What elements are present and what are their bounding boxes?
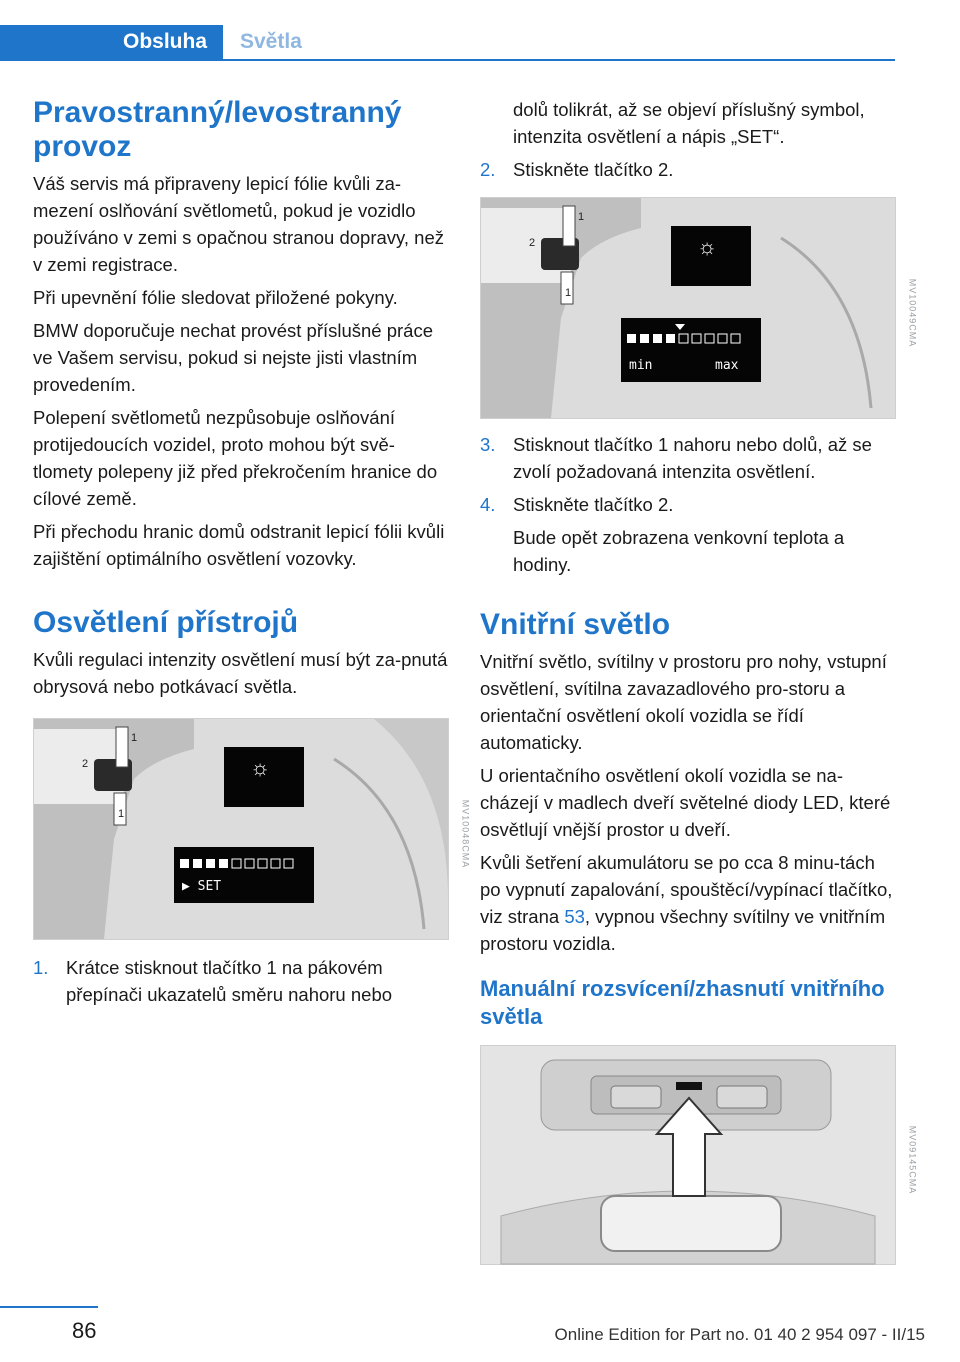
heading-interior-light: Vnitřní světlo [480, 608, 671, 641]
header-rule [0, 59, 895, 61]
paragraph: U orientačního osvětlení okolí vozidla se na‐cházejí v madlech dveří světelné diody LED, které osvětlují vnější prostor u dveří. [480, 765, 891, 840]
paragraph: Vnitřní světlo, svítilny v prostoru pro nohy, vstupní osvětlení, svítilna zavazadlového pro‐storu a orientační osvětlení okolí vozidla se řídí automaticky. [480, 651, 887, 753]
svg-text:1: 1 [118, 808, 125, 820]
heading-instruments: Osvětlení přístrojů [33, 606, 299, 639]
figure-code: MV09145CMA [907, 1125, 918, 1195]
intensity-bar [180, 853, 320, 875]
figure-code: MV10048CMA [460, 799, 471, 869]
lcd-settings-panel [174, 847, 314, 903]
step-number: 4. [480, 494, 496, 515]
left-column [33, 96, 471, 1008]
instrument-figure-2 [480, 197, 918, 419]
footer-rule [0, 1306, 98, 1308]
page-number: 86 [72, 1318, 97, 1343]
step-4 [480, 491, 898, 518]
paragraph [480, 849, 898, 957]
heading-manual-interior-light: Manuální rozsvícení/zhasnutí vnitřního světla [480, 976, 885, 1029]
lcd-settings-panel [621, 318, 761, 382]
step-text: Stiskněte tlačítko 2. [513, 159, 674, 180]
svg-text:2: 2 [529, 237, 536, 249]
svg-text:1: 1 [131, 732, 138, 744]
paragraph-text: , vypnou všechny svítilny ve vnitřním prostoru vozidla. [480, 906, 886, 954]
lcd-icon-panel [671, 226, 751, 286]
step-text: Stiskněte tlačítko 2. [513, 494, 674, 515]
step-1-continued: dolů tolikrát, až se objeví příslušný symbol, intenzita osvětlení a nápis „SET“. [513, 99, 865, 147]
step-number: 1. [33, 957, 49, 978]
heading-traffic: Pravostranný/levostranný provoz [33, 96, 402, 163]
svg-text:2: 2 [82, 758, 89, 770]
paragraph: Váš servis má připraveny lepicí fólie kvůli za‐mezení oslňování světlometů, pokud je vozidlo používáno v zemi s opačnou stranou dopravy, než v zemi registrace. [33, 173, 445, 275]
step-number: 3. [480, 434, 496, 455]
intensity-bar [627, 322, 767, 348]
header-tabs [0, 25, 895, 61]
light-intensity-icon: ☼ [250, 755, 271, 780]
step-text: Krátce stisknout tlačítko 1 na pákovém přepínači ukazatelů směru nahoru nebo [66, 957, 393, 1005]
right-column [480, 96, 918, 1265]
instrument-figure-1 [33, 718, 471, 940]
step-3 [480, 431, 898, 485]
interior-light-figure [480, 1045, 918, 1265]
edition-note: Online Edition for Part no. 01 40 2 954 097 - II/15 [554, 1325, 925, 1344]
tab-obsluha[interactable]: Obsluha [0, 25, 223, 59]
roof-console-illustration [481, 1046, 895, 1264]
paragraph: Polepení světlometů nezpůsobuje oslňování protijedoucích vozidel, proto mohou být svě‐tlomety polepeny již před překročením hranice do cílové země. [33, 407, 438, 509]
light-intensity-icon: ☼ [697, 234, 718, 259]
lcd-min-label: min [629, 358, 653, 373]
svg-text:1: 1 [578, 211, 585, 223]
lcd-set-label: ▶ SET [182, 879, 222, 894]
tab-svetla[interactable]: Světla [240, 30, 302, 53]
page-link[interactable]: 53 [564, 906, 585, 927]
paragraph: Kvůli regulaci intenzity osvětlení musí být za‐pnutá obrysová nebo potkávací světla. [33, 649, 448, 697]
step-1 [33, 954, 451, 1008]
step-4-note: Bude opět zobrazena venkovní teplota a hodiny. [513, 527, 845, 575]
paragraph: BMW doporučuje nechat provést příslušné práce ve Vašem servisu, pokud si nejste jisti vlastním provedením. [33, 320, 434, 395]
lcd-max-label: max [715, 358, 739, 373]
paragraph-text: Kvůli šetření akumulátoru se po cca 8 minu‐tách po vypnutí zapalování, spouštěcí/vypínací tlačítko, viz strana [480, 852, 893, 927]
step-2 [480, 156, 898, 183]
paragraph: Při přechodu hranic domů odstranit lepicí fólii kvůli zajištění optimálního osvětlení vozovky. [33, 521, 445, 569]
svg-text:1: 1 [565, 287, 572, 299]
step-number: 2. [480, 159, 496, 180]
step-text: Stisknout tlačítko 1 nahoru nebo dolů, až se zvolí požadovaná intenzita osvětlení. [513, 434, 872, 482]
paragraph: Při upevnění fólie sledovat přiložené pokyny. [33, 287, 398, 308]
figure-code: MV10049CMA [907, 278, 918, 348]
lcd-icon-panel [224, 747, 304, 807]
